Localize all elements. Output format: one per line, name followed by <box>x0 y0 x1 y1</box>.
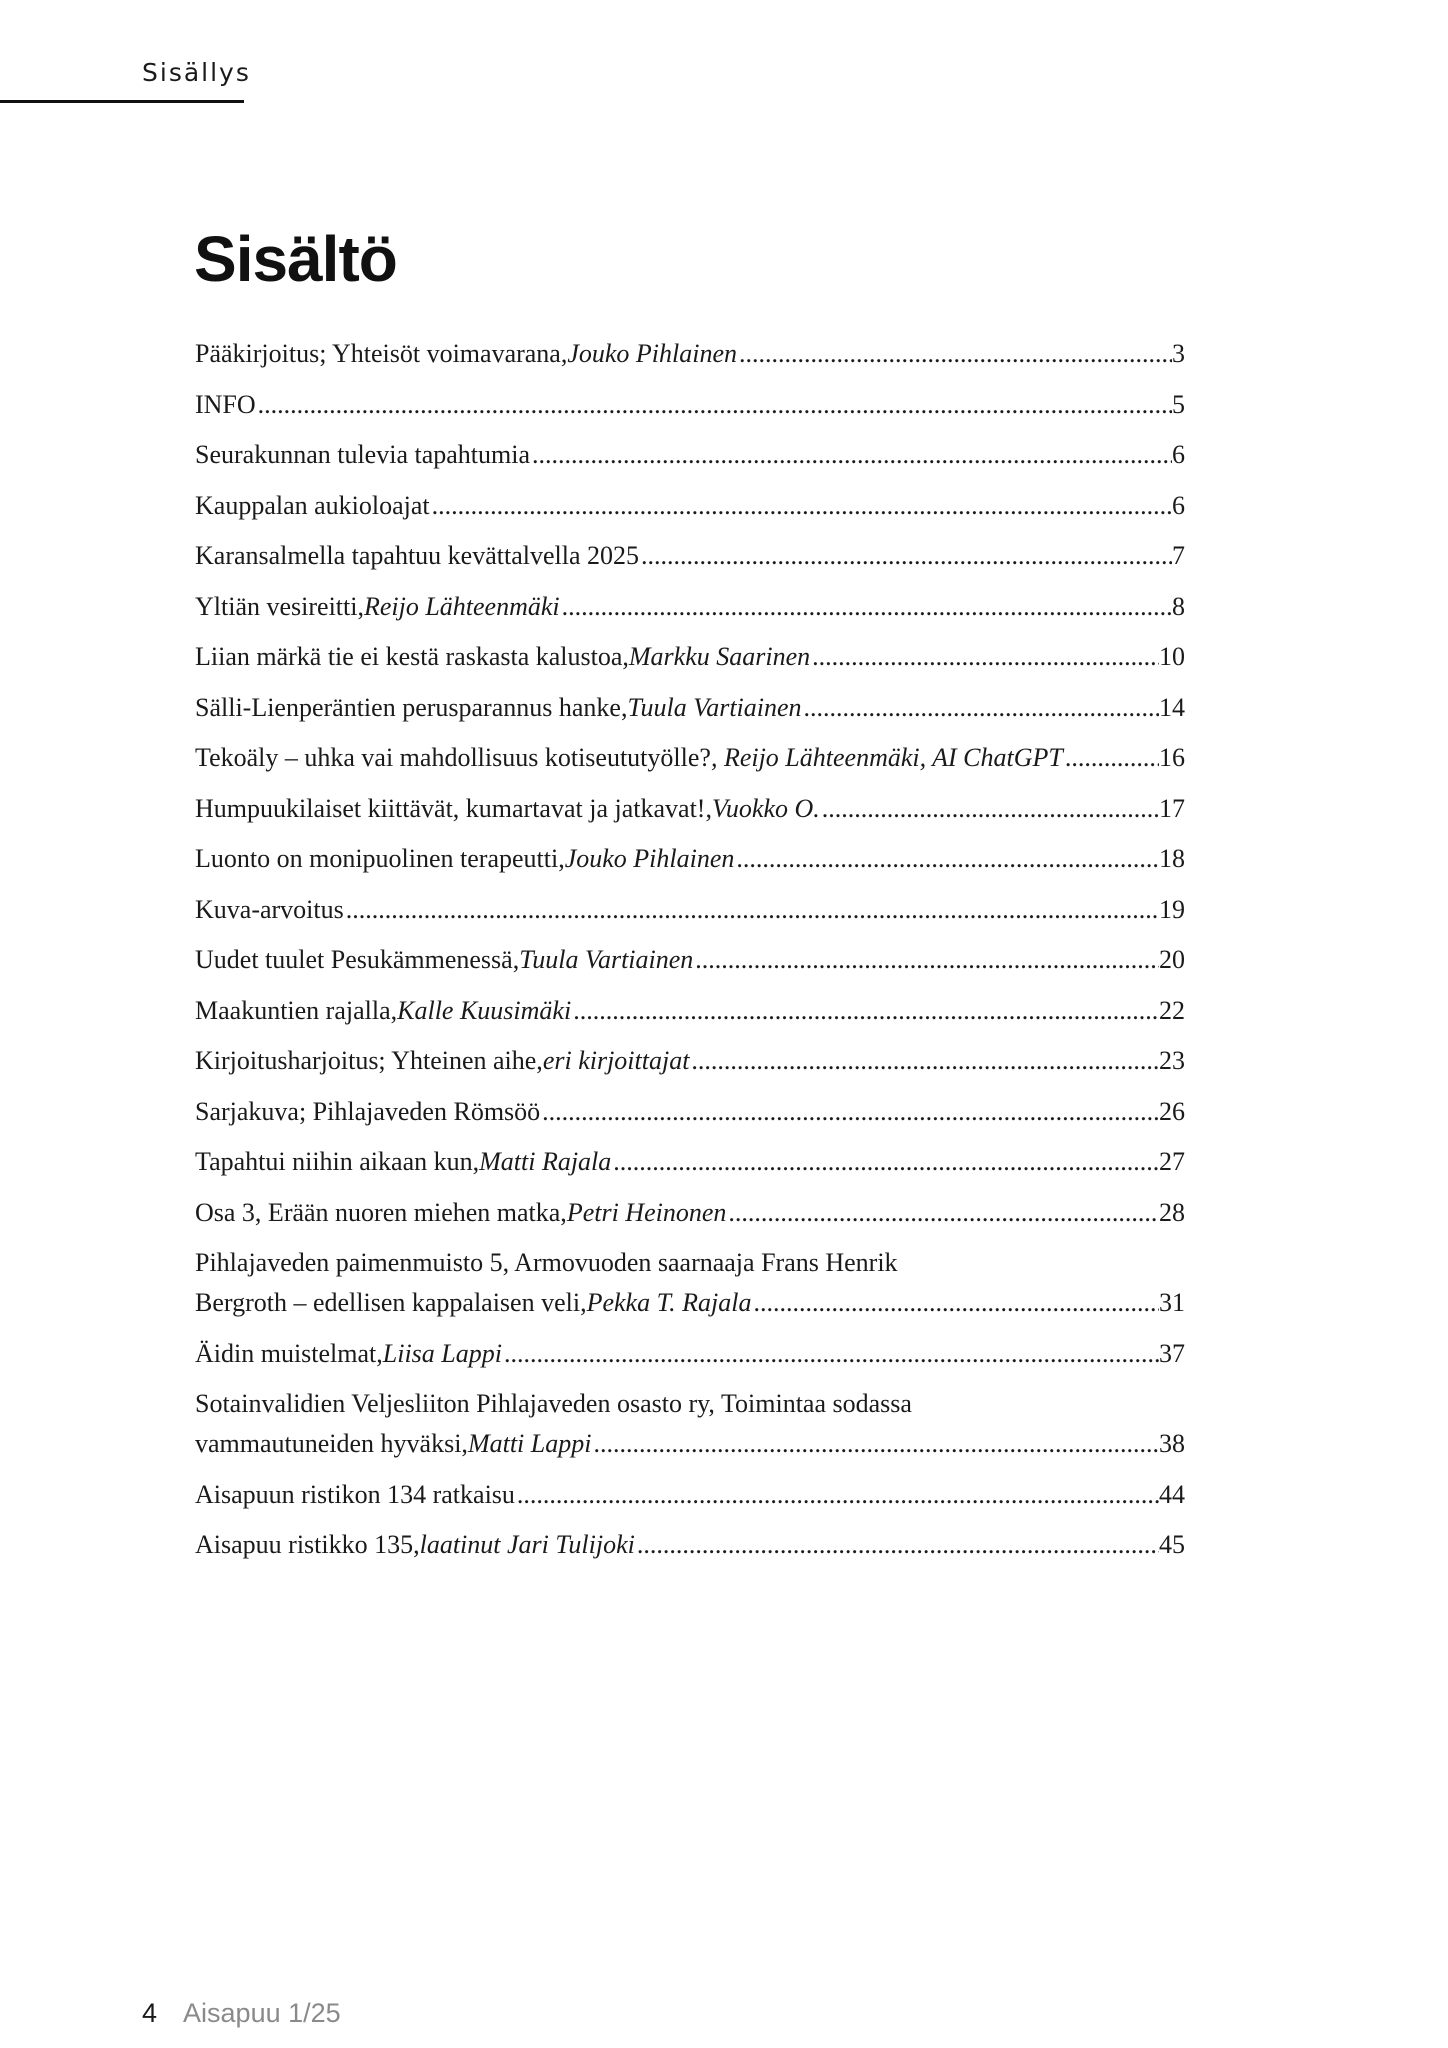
toc-entry[interactable] <box>195 334 1185 374</box>
toc-entry-title: Humpuukilaiset kiittävät, kumartavat ja jatkavat!, <box>195 793 712 823</box>
toc-entry-title: Aisapuu ristikko 135, <box>195 1530 420 1559</box>
toc-entry-author: Reijo Lähteenmäki <box>363 591 560 621</box>
toc-entry[interactable] <box>195 789 1185 829</box>
toc-entry[interactable] <box>195 1243 1185 1323</box>
dot-leader <box>728 1193 1159 1233</box>
toc-entry-title-line1: Pihlajaveden paimenmuisto 5, Armovuoden saarnaaja Frans Henrik <box>195 1248 898 1277</box>
toc-entry-page-number: 19 <box>1159 894 1185 924</box>
toc-entry-author: Tuula Vartiainen <box>627 692 802 722</box>
toc-entry-page-number: 17 <box>1159 793 1185 823</box>
toc-entry-title: Karansalmella tapahtuu kevättalvella 2025 <box>195 541 639 570</box>
toc-entry-title: vammautuneiden hyväksi, <box>195 1429 468 1458</box>
running-head-label: Sisällys <box>142 58 251 87</box>
toc-entry-author: Liisa Lappi <box>382 1338 502 1368</box>
toc-entry[interactable] <box>195 940 1185 980</box>
dot-leader <box>573 991 1159 1031</box>
toc-entry[interactable] <box>195 1475 1185 1515</box>
dot-leader <box>613 1142 1159 1182</box>
toc-entry-title-line1: Sotainvalidien Veljesliiton Pihlajaveden osasto ry, Toimintaa sodassa <box>195 1389 912 1418</box>
dot-leader <box>695 940 1159 980</box>
toc-entry-page-number: 27 <box>1159 1147 1185 1176</box>
toc-entry-title: Uudet tuulet Pesukämmenessä, <box>195 945 520 974</box>
toc-entry[interactable] <box>195 890 1185 930</box>
toc-entry[interactable] <box>195 1193 1185 1233</box>
toc-entry-title: Sälli-Lienperäntien perusparannus hanke, <box>195 692 628 722</box>
toc-entry-author: eri kirjoittajat <box>542 1046 690 1075</box>
toc-entry-page-number: 8 <box>1172 591 1185 621</box>
toc-entry-author: Pekka T. Rajala <box>586 1288 752 1317</box>
toc-entry-page-number: 26 <box>1159 1096 1185 1126</box>
dot-leader <box>432 486 1172 526</box>
page-title: Sisältö <box>194 223 397 295</box>
toc-entry[interactable] <box>195 991 1185 1031</box>
dot-leader <box>822 789 1159 829</box>
toc-entry-title: Aisapuun ristikon 134 ratkaisu <box>195 1479 515 1509</box>
table-of-contents <box>195 334 1185 1576</box>
toc-entry-page-number: 6 <box>1172 440 1185 469</box>
toc-entry-author: Vuokko O. <box>711 793 820 823</box>
dot-leader <box>258 385 1172 425</box>
dot-leader <box>593 1424 1159 1464</box>
toc-entry-title: Seurakunnan tulevia tapahtumia <box>195 440 531 469</box>
toc-entry-title: Kuva-arvoitus <box>195 894 344 924</box>
toc-entry-page-number: 18 <box>1159 844 1185 873</box>
toc-entry-page-number: 6 <box>1172 490 1185 520</box>
dot-leader <box>641 536 1172 576</box>
dot-leader <box>736 839 1159 879</box>
dot-leader <box>504 1334 1159 1374</box>
toc-entry-title: Yltiän vesireitti, <box>195 591 364 621</box>
toc-entry-page-number: 23 <box>1159 1046 1185 1075</box>
toc-entry-title: Äidin muistelmat, <box>195 1338 383 1368</box>
toc-entry[interactable] <box>195 385 1185 425</box>
dot-leader <box>753 1283 1159 1323</box>
dot-leader <box>1065 738 1159 778</box>
dot-leader <box>739 334 1172 374</box>
toc-entry-author: Jouko Pihlainen <box>564 844 735 873</box>
toc-entry[interactable] <box>195 435 1185 475</box>
page-footer <box>142 1998 341 2029</box>
toc-entry[interactable] <box>195 1384 1185 1464</box>
toc-entry-title: Liian märkä tie ei kestä raskasta kalustoa, <box>195 642 629 671</box>
toc-entry-author: Tuula Vartiainen <box>519 945 694 974</box>
dot-leader <box>532 435 1172 475</box>
toc-entry-author: Kalle Kuusimäki <box>397 995 572 1025</box>
toc-entry-page-number: 28 <box>1159 1197 1185 1227</box>
dot-leader <box>517 1475 1159 1515</box>
toc-entry-author: , Reijo Lähteenmäki, AI ChatGPT <box>710 743 1063 772</box>
toc-entry-title: INFO <box>195 389 256 419</box>
toc-entry-title: Tekoäly – uhka vai mahdollisuus kotiseututyölle? <box>195 743 711 772</box>
toc-entry-title: Maakuntien rajalla, <box>195 995 398 1025</box>
toc-entry-page-number: 10 <box>1159 642 1185 671</box>
toc-entry-page-number: 14 <box>1159 692 1185 722</box>
dot-leader <box>812 637 1159 677</box>
dot-leader <box>346 890 1159 930</box>
toc-entry-author: Matti Lappi <box>467 1429 592 1458</box>
toc-entry-title: Kirjoitusharjoitus; Yhteinen aihe, <box>195 1046 543 1075</box>
toc-entry-page-number: 38 <box>1159 1429 1185 1458</box>
toc-entry-title: Osa 3, Erään nuoren miehen matka, <box>195 1197 567 1227</box>
toc-entry-author: Markku Saarinen <box>628 642 811 671</box>
toc-entry[interactable] <box>195 486 1185 526</box>
toc-entry-page-number: 22 <box>1159 995 1185 1025</box>
footer-page-number: 4 <box>142 1998 158 2028</box>
dot-leader <box>542 1092 1159 1132</box>
toc-entry-title: Kauppalan aukioloajat <box>195 490 430 520</box>
toc-entry-title: Luonto on monipuolinen terapeutti, <box>195 844 565 873</box>
toc-entry-page-number: 31 <box>1159 1288 1185 1317</box>
toc-entry-page-number: 16 <box>1159 743 1185 772</box>
toc-entry-page-number: 44 <box>1159 1479 1185 1509</box>
toc-entry[interactable] <box>195 688 1185 728</box>
toc-entry-page-number: 5 <box>1172 389 1185 419</box>
toc-entry[interactable] <box>195 738 1185 778</box>
dot-leader <box>691 1041 1159 1081</box>
toc-entry[interactable] <box>195 536 1185 576</box>
toc-entry[interactable] <box>195 1092 1185 1132</box>
toc-entry-page-number: 45 <box>1159 1530 1185 1559</box>
toc-entry[interactable] <box>195 839 1185 879</box>
toc-entry-author: laatinut Jari Tulijoki <box>419 1530 635 1559</box>
toc-entry[interactable] <box>195 637 1185 677</box>
dot-leader <box>804 688 1159 728</box>
toc-entry-page-number: 20 <box>1159 945 1185 974</box>
toc-entry-page-number: 7 <box>1172 541 1185 570</box>
toc-entry-page-number: 3 <box>1172 339 1185 368</box>
toc-entry-title: Pääkirjoitus; Yhteisöt voimavarana, <box>195 339 568 368</box>
dot-leader <box>637 1525 1159 1565</box>
toc-entry[interactable] <box>195 1334 1185 1374</box>
toc-entry-title: Bergroth – edellisen kappalaisen veli, <box>195 1288 587 1317</box>
dot-leader <box>562 587 1172 627</box>
running-head <box>0 58 251 103</box>
toc-entry[interactable] <box>195 1525 1185 1565</box>
toc-entry[interactable] <box>195 587 1185 627</box>
toc-entry-page-number: 37 <box>1159 1338 1185 1368</box>
toc-entry-author: Petri Heinonen <box>566 1197 727 1227</box>
footer-publication: Aisapuu 1/25 <box>183 1998 341 2028</box>
toc-entry-author: Jouko Pihlainen <box>567 339 738 368</box>
toc-entry[interactable] <box>195 1041 1185 1081</box>
toc-entry-title: Tapahtui niihin aikaan kun, <box>195 1147 480 1176</box>
toc-entry-title: Sarjakuva; Pihlajaveden Römsöö <box>195 1096 541 1126</box>
toc-entry-author: Matti Rajala <box>479 1147 612 1176</box>
toc-entry[interactable] <box>195 1142 1185 1182</box>
